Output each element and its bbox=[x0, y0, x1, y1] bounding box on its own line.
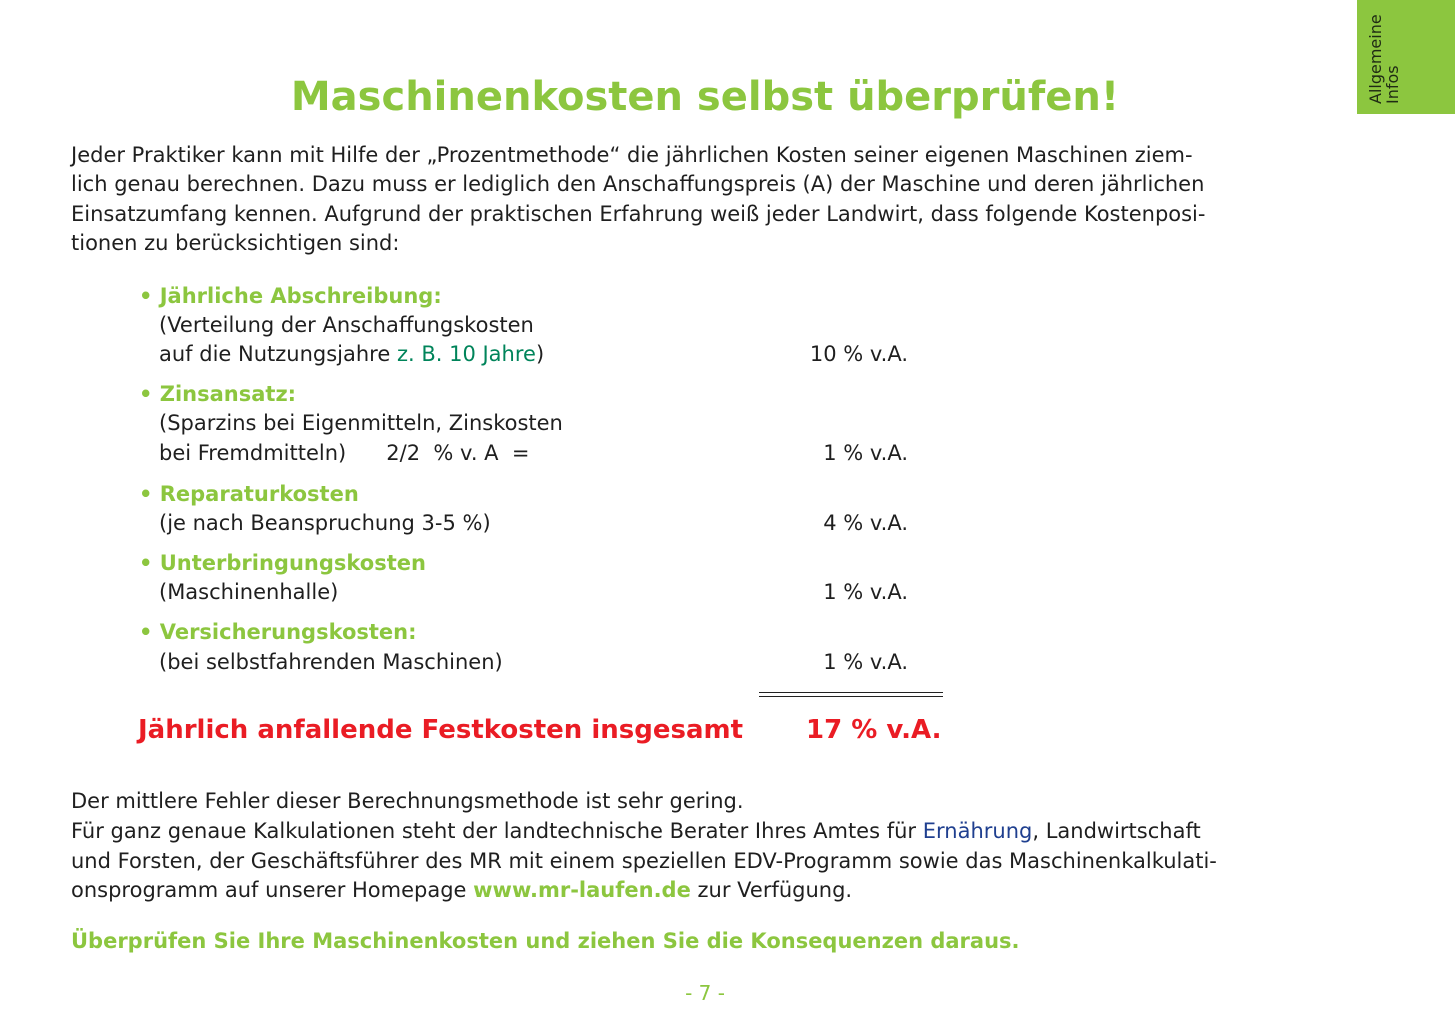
section-tab-line-1: Allgemeine bbox=[1366, 14, 1385, 104]
item-heading-reparatur: • Reparaturkosten bbox=[139, 482, 359, 506]
item-value-reparatur: 4 % v.A. bbox=[823, 511, 908, 535]
page-number: - 7 - bbox=[685, 981, 725, 1005]
item-desc-abschreibung-1: (Verteilung der Anschaffungskosten bbox=[159, 313, 534, 337]
page-title: Maschinenkosten selbst überprüfen! bbox=[290, 74, 1120, 120]
item-desc-highlight: z. B. 10 Jahre bbox=[396, 342, 536, 366]
closing-line-2 bbox=[71, 817, 1351, 847]
closing-line-4 bbox=[71, 876, 1351, 906]
item-value-abschreibung: 10 % v.A. bbox=[809, 342, 908, 366]
intro-line: lich genau berechnen. Dazu muss er lediglich den Anschaffungspreis (A) der Maschine und deren jährlichen bbox=[71, 172, 1205, 197]
item-desc-reparatur: (je nach Beanspruchung 3-5 %) bbox=[159, 511, 491, 535]
item-value-zinsansatz: 1 % v.A. bbox=[823, 441, 908, 465]
closing-text: zur Verfügung. bbox=[690, 878, 853, 903]
item-desc-zinsansatz-2: bei Fremdmitteln) 2/2 % v. A = bbox=[159, 441, 530, 465]
closing-text: onsprogramm auf unserer Homepage bbox=[71, 878, 474, 903]
item-value-versicherung: 1 % v.A. bbox=[823, 650, 908, 674]
closing-paragraph bbox=[71, 787, 1351, 906]
sum-double-rule bbox=[759, 692, 943, 697]
item-desc-text: ) bbox=[535, 342, 545, 366]
item-desc-unterbringung: (Maschinenhalle) bbox=[159, 580, 339, 604]
item-desc-zinsansatz-1: (Sparzins bei Eigenmitteln, Zinskosten bbox=[159, 411, 563, 435]
intro-paragraph bbox=[71, 141, 1341, 258]
appeal-text: Überprüfen Sie Ihre Maschinenkosten und ziehen Sie die Konsequenzen daraus. bbox=[71, 929, 1020, 953]
intro-line: tionen zu berücksichtigen sind: bbox=[71, 230, 400, 255]
item-heading-versicherung: • Versicherungskosten: bbox=[139, 620, 417, 644]
item-heading-abschreibung: • Jährliche Abschreibung: bbox=[139, 284, 442, 308]
closing-text: Für ganz genaue Kalkulationen steht der landtechnische Berater Ihres Amtes für bbox=[71, 818, 923, 843]
closing-line-3: und Forsten, der Geschäftsführer des MR mit einem speziellen EDV-Programm sowie das Maschinenkalkulati- bbox=[71, 848, 1217, 873]
total-value: 17 % v.A. bbox=[806, 715, 942, 745]
homepage-link[interactable]: www.mr-laufen.de bbox=[473, 878, 691, 903]
intro-line: Jeder Praktiker kann mit Hilfe der „Prozentmethode“ die jährlichen Kosten seiner eigenen Maschinen ziem- bbox=[71, 143, 1193, 167]
item-heading-unterbringung: • Unterbringungskosten bbox=[139, 551, 426, 575]
item-heading-zinsansatz: • Zinsansatz: bbox=[139, 382, 297, 406]
total-label: Jährlich anfallende Festkosten insgesamt bbox=[138, 715, 744, 745]
closing-line-1: Der mittlere Fehler dieser Berechnungsmethode ist sehr gering. bbox=[71, 789, 744, 813]
closing-highlight: Ernährung bbox=[922, 818, 1033, 843]
section-tab-line-2: Infos bbox=[1383, 65, 1402, 104]
closing-text: , Landwirtschaft bbox=[1032, 818, 1201, 843]
item-value-unterbringung: 1 % v.A. bbox=[823, 580, 908, 604]
item-desc-versicherung: (bei selbstfahrenden Maschinen) bbox=[159, 650, 503, 674]
item-desc-text: auf die Nutzungsjahre bbox=[159, 342, 397, 366]
item-desc-abschreibung-2 bbox=[159, 340, 544, 368]
intro-line: Einsatzumfang kennen. Aufgrund der praktischen Erfahrung weiß jeder Landwirt, dass folgende Kostenposi- bbox=[71, 201, 1206, 226]
